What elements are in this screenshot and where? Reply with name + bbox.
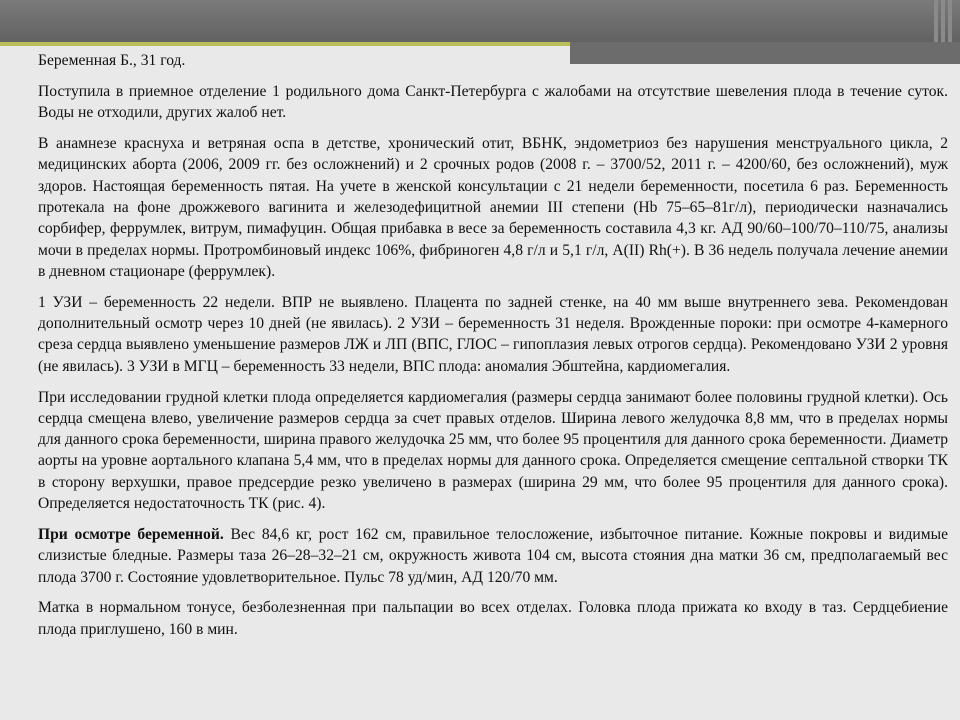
paragraph-patient [38,50,948,71]
paragraph-anamnesis [38,133,948,282]
paragraph-text: Беременная Б., 31 год. [38,52,186,69]
paragraph-chest-exam [38,387,948,515]
corner-decoration [932,0,954,42]
paragraph-text: Поступила в приемное отделение 1 родильного дома Санкт-Петербурга с жалобами на отсутствие шевеления плода в течение суток. Воды не отходили, других жалоб нет. [38,82,948,122]
paragraph-uterus [38,597,948,640]
paragraph-examination [38,524,948,588]
case-description [38,50,948,650]
paragraph-ultrasound [38,292,948,377]
paragraph-text: В анамнезе краснуха и ветряная оспа в детстве, хронический отит, ВБНК, эндометриоз без нарушения менструального цикла, 2 медицинских аборта (2006, 2009 гг. без осложнений) и 2 срочных родов (2008 г. – 3700/52, 2011 г. – 4200/60, без осложнений), муж здоров. Настоящая беременность пятая. На учете в женской консультации с 21 недели беременности, посетила 6 раз. Беременность протекала на фоне дрожжевого вагинита и железодефицитной анемии III степени (Hb 75–65–81г/л), периодически назначались сорбифер, феррумлек, витрум, пимафуцин. Общая прибавка в весе за беременность составила 4,3 кг. АД 90/60–100/70–110/75, анализы мочи в пределах нормы. Протромбиновый индекс 106%, фибриноген 4,8 г/л и 5,1 г/л, А(II) Rh(+). В 36 недель получала лечение анемии в дневном стационаре (феррумлек). [38,135,948,280]
paragraph-text: Матка в нормальном тонусе, безболезненная при пальпации во всех отделах. Головка плода прижата ко входу в таз. Сердцебиение плода приглушено, 160 в мин. [38,599,948,638]
paragraph-text: 1 УЗИ – беременность 22 недели. ВПР не выявлено. Плацента по задней стенке, на 40 мм выше внутреннего зева. Рекомендован дополнительный осмотр через 10 дней (не явилась). 2 УЗИ – беременность 31 неделя. Врожденные пороки: при осмотре 4-камерного среза сердца выявлено уменьшение размеров ЛЖ и ЛП (ВПС, ГЛОС – гипоплазия левых отрогов сердца). Рекомендовано УЗИ 2 уровня (не явилась). 3 УЗИ в МГЦ – беременность 33 недели, ВПС плода: аномалия Эбштейна, кардиомегалия. [38,293,948,375]
paragraph-text: При исследовании грудной клетки плода определяется кардиомегалия (размеры сердца занимают более половины грудной клетки). Ось сердца смещена влево, увеличение размеров сердца за счет правых отделов. Ширина левого желудочка 8,8 мм, что в пределах нормы для данного срока беременности, ширина правого желудочка 25 мм, что более 95 процентиля для данного срока беременности. Диаметр аорты на уровне аортального клапана 5,4 мм, что в пределах нормы для данного срока. Определяется смещение септальной створки ТК в сторону верхушки, правое предсердие резко увеличено в размерах (ширина 29 мм, что более 95 процентиля для данного срока). Определяется недостаточность ТК (рис. 4). [38,388,948,513]
header-accent-line [0,42,570,46]
paragraph-lead: При осмотре беременной. [38,525,224,543]
slide-header-bar [0,0,960,42]
paragraph-admission [38,81,948,124]
paragraph-text: Вес 84,6 кг, рост 162 см, правильное телосложение, избыточное питание. Кожные покровы и видимые слизистые бледные. Размеры таза 26–28–32–21 см, окружность живота 104 см, высота стояния дна матки 36 см, предполагаемый вес плода 3700 г. Состояние удовлетворительное. Пульс 78 уд/мин, АД 120/70 мм. [38,525,948,586]
